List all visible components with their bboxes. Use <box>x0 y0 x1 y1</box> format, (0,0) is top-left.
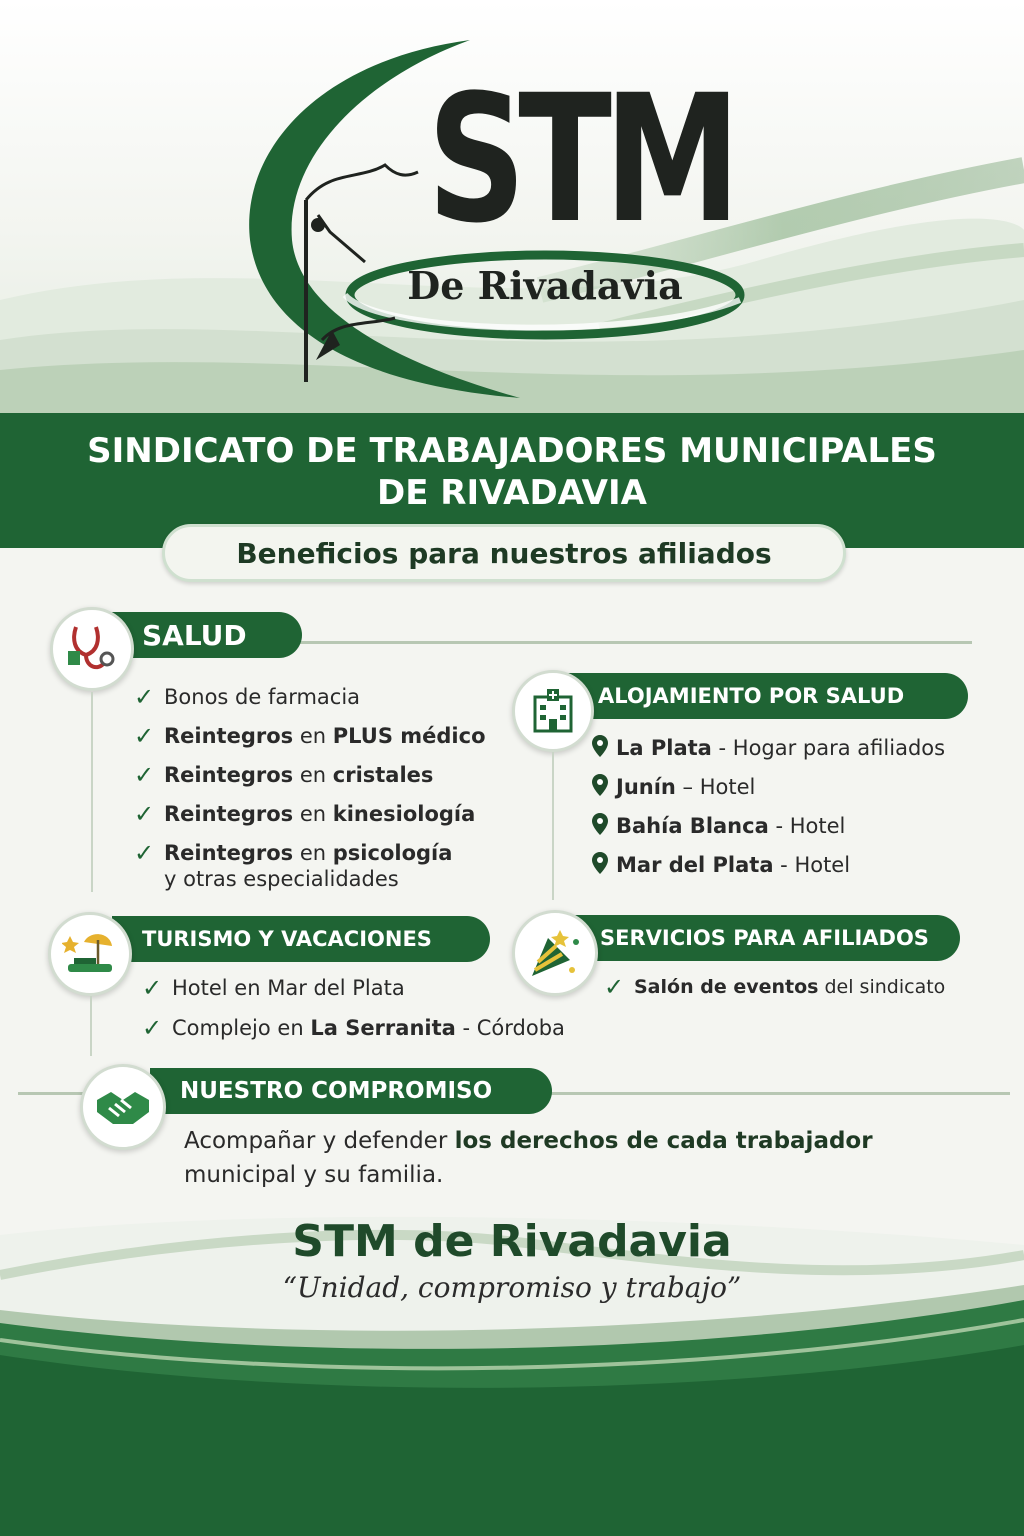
servicios-item-post: del sindicato <box>818 976 946 998</box>
salud-item-bold: PLUS médico <box>332 724 486 748</box>
salud-item-bold: psicología <box>332 841 453 865</box>
salud-item-text: Reintegros <box>164 724 294 748</box>
location-pin-icon <box>592 852 616 880</box>
salud-item-text: Reintegros <box>164 763 294 787</box>
check-icon: ✓ <box>134 800 155 828</box>
hospital-icon <box>512 670 594 752</box>
salud-item-bold: kinesiología <box>332 802 476 826</box>
salud-item-connector: en <box>293 802 333 826</box>
servicios-list <box>604 974 1004 1000</box>
location-pin-icon <box>592 774 616 802</box>
turismo-vertical-line <box>90 996 92 1056</box>
place-name: La Plata <box>616 736 712 760</box>
servicios-item-bold: Salón de eventos <box>634 976 819 998</box>
list-item <box>592 774 992 802</box>
place-name: Junín <box>616 775 676 799</box>
beach-umbrella-icon <box>48 912 132 996</box>
location-pin-icon <box>592 813 616 841</box>
turismo-heading: TURISMO Y VACACIONES <box>112 916 490 962</box>
header-banner <box>0 0 1024 415</box>
salud-item-line2: y otras especialidades <box>164 867 399 891</box>
place-separator: - <box>711 736 733 760</box>
compromiso-text-pre: Acompañar y defender <box>184 1128 455 1154</box>
salud-item-connector: en <box>293 724 333 748</box>
servicios-heading: SERVICIOS PARA AFILIADOS <box>570 915 960 961</box>
place-desc: Hotel <box>699 775 756 799</box>
place-desc: Hogar para afiliados <box>732 736 946 760</box>
salud-item-text: Bonos de farmacia <box>164 685 361 709</box>
salud-item-text: Reintegros <box>164 802 294 826</box>
logo-acronym: STM <box>427 57 733 262</box>
turismo-item-post: - Córdoba <box>455 1016 565 1040</box>
list-item <box>134 684 514 710</box>
list-item <box>142 1015 622 1041</box>
org-title-line2: DE RIVADAVIA <box>377 473 647 513</box>
compromiso-text-bold: los derechos de cada trabajador <box>454 1128 873 1154</box>
compromiso-text-line2: municipal y su familia. <box>184 1162 444 1188</box>
check-icon: ✓ <box>134 761 155 789</box>
compromiso-text <box>184 1124 984 1192</box>
check-icon: ✓ <box>142 974 163 1002</box>
footer-slogan: “Unidad, compromiso y trabajo” <box>282 1271 742 1304</box>
turismo-item-bold: La Serranita <box>310 1016 456 1040</box>
place-name: Mar del Plata <box>616 853 774 877</box>
list-item <box>134 801 514 827</box>
location-pin-icon <box>592 735 616 763</box>
alojamiento-list <box>592 735 992 880</box>
check-icon: ✓ <box>134 683 155 711</box>
list-item <box>604 974 1004 1000</box>
check-icon: ✓ <box>604 973 625 1001</box>
list-item <box>592 813 992 841</box>
stethoscope-icon <box>50 607 134 691</box>
salud-vertical-line <box>91 692 93 892</box>
logo-subtitle: De Rivadavia <box>407 263 683 308</box>
handshake-icon <box>80 1064 166 1150</box>
check-icon: ✓ <box>134 839 155 867</box>
salud-item-connector: en <box>293 841 333 865</box>
salud-item-connector: en <box>293 763 333 787</box>
salud-heading: SALUD <box>112 612 302 658</box>
place-separator: – <box>675 775 700 799</box>
alojamiento-vertical-line <box>552 752 554 900</box>
list-item <box>592 735 992 763</box>
salud-list <box>134 684 514 892</box>
turismo-item-text: Hotel en Mar del Plata <box>172 976 405 1000</box>
place-desc: Hotel <box>789 814 846 838</box>
check-icon: ✓ <box>134 722 155 750</box>
list-item <box>134 762 514 788</box>
party-popper-icon <box>512 910 598 996</box>
place-separator: - <box>768 814 790 838</box>
benefits-pill: Beneficios para nuestros afiliados <box>162 524 846 582</box>
footer-title: STM de Rivadavia <box>292 1216 732 1267</box>
place-separator: - <box>773 853 795 877</box>
place-desc: Hotel <box>794 853 851 877</box>
list-item <box>134 723 514 749</box>
list-item <box>134 840 514 892</box>
salud-item-bold: cristales <box>332 763 434 787</box>
compromiso-heading: NUESTRO COMPROMISO <box>150 1068 552 1114</box>
salud-item-text: Reintegros <box>164 841 294 865</box>
turismo-item-text: Complejo en <box>172 1016 311 1040</box>
org-title-line1: SINDICATO DE TRABAJADORES MUNICIPALES <box>87 431 937 471</box>
list-item <box>592 852 992 880</box>
check-icon: ✓ <box>142 1014 163 1042</box>
alojamiento-heading: ALOJAMIENTO POR SALUD <box>568 673 968 719</box>
place-name: Bahía Blanca <box>616 814 769 838</box>
salud-divider <box>300 641 972 644</box>
